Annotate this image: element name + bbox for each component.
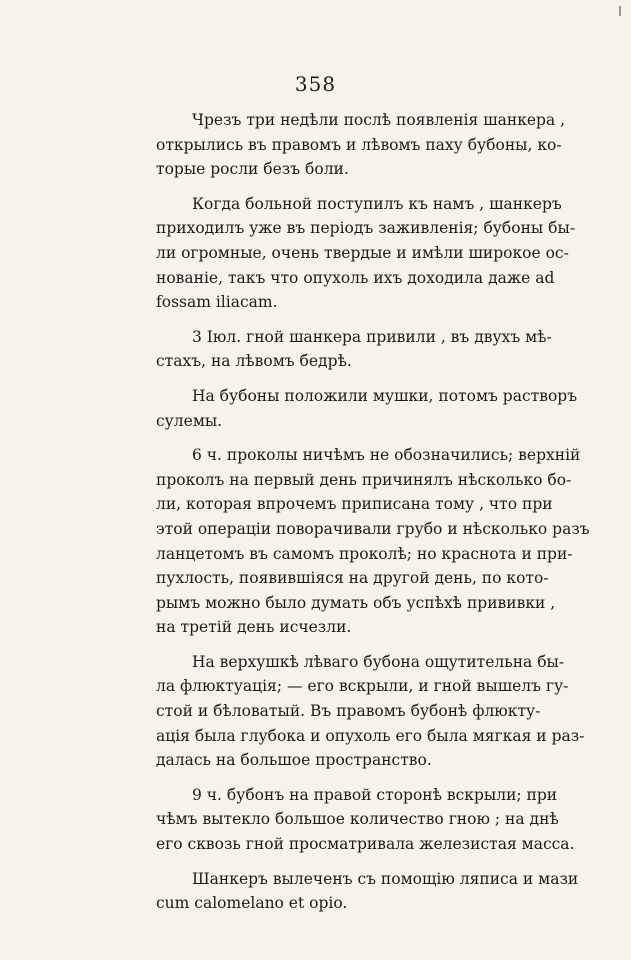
text-line: ла флюктуація; — его вскрыли, и гной вышелъ гу-	[156, 677, 569, 696]
text-line: Когда больной поступилъ къ намъ , шанкеръ	[192, 194, 562, 213]
text-line: открылись въ правомъ и лѣвомъ паху бубоны, ко-	[156, 135, 562, 154]
text-line: далась на большое пространство.	[156, 751, 432, 770]
text-line: ація была глубока и опухоль его была мягкая и раз-	[156, 726, 585, 745]
text-line: ли, которая впрочемъ приписана тому , что при	[156, 495, 553, 514]
text-line: Шанкеръ вылеченъ съ помощію ляписа и мази	[192, 869, 579, 888]
paragraph-7	[120, 783, 575, 857]
text-line: его сквозь гной просматривала железистая масса.	[156, 835, 575, 854]
text-line: 3 Іюл. гной шанкера привили , въ двухъ мѣ-	[192, 327, 552, 346]
text-line: 6 ч. проколы ничѣмъ не обозначились; верхній	[192, 446, 581, 465]
text-line: стахъ, на лѣвомъ бедрѣ.	[156, 352, 352, 371]
text-line: сулемы.	[156, 411, 223, 430]
page-body-text	[120, 108, 590, 926]
paragraph-5	[120, 443, 590, 640]
text-line: стой и бѣловатый. Въ правомъ бубонѣ флюкту-	[156, 702, 541, 721]
paragraph-2	[120, 192, 576, 315]
text-line: cum calomelano et opio.	[156, 894, 348, 913]
text-line: ланцетомъ въ самомъ проколѣ; но краснота и при-	[156, 544, 573, 563]
text-line: На верхушкѣ лѣваго бубона ощутительна бы-	[192, 652, 565, 671]
paragraph-8	[120, 867, 579, 916]
text-line: этой операціи поворачивали грубо и нѣсколько разъ	[156, 519, 590, 538]
text-line: ли огромные, очень твердые и имѣли широкое ос-	[156, 243, 569, 262]
paragraph-6	[120, 650, 585, 773]
text-line: проколъ на первый день причинялъ нѣсколько бо-	[156, 470, 572, 489]
page-corner-mark	[619, 6, 621, 16]
text-line: пухлость, появившіяся на другой день, по кото-	[156, 569, 549, 588]
text-line: нованіе, такъ что опухоль ихъ доходила даже ad	[156, 268, 555, 287]
text-line: на третій день исчезли.	[156, 618, 352, 637]
text-line: рымъ можно было думать объ успѣхѣ прививки ,	[156, 593, 556, 612]
page-number: 358	[294, 72, 337, 96]
text-line: торые росли безъ боли.	[156, 160, 349, 179]
text-line: приходилъ уже въ періодъ заживленія; бубоны бы-	[156, 219, 576, 238]
text-line: Чрезъ три недѣли послѣ появленія шанкера ,	[192, 111, 566, 129]
paragraph-4	[120, 384, 578, 433]
text-line: fossam iliacam.	[156, 293, 278, 312]
text-line: На бубоны положили мушки, потомъ растворъ	[192, 386, 578, 405]
text-line: 9 ч. бубонъ на правой сторонѣ вскрыли; при	[192, 785, 558, 804]
paragraph-1	[120, 108, 566, 182]
paragraph-3	[120, 325, 558, 374]
text-line: чѣмъ вытекло большое количество гною ; на днѣ	[156, 810, 559, 829]
